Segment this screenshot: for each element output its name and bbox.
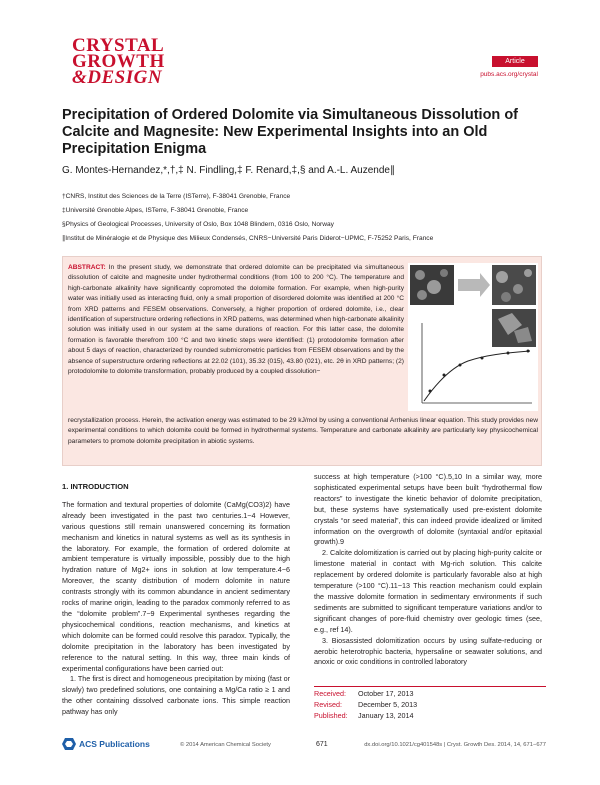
copyright-notice: © 2014 American Chemical Society	[180, 742, 271, 748]
affiliation-2: ‡Université Grenoble Alpes, ISTerre, F-38041 Grenoble, France	[62, 207, 249, 214]
acs-publications-logo[interactable]	[62, 738, 150, 750]
journal-logo	[72, 35, 222, 88]
publisher-name: ACS Publications	[79, 739, 150, 749]
abstract-part-2: recrystallization process. Herein, the activation energy was estimated to be 29 kJ/mol by using a conventional Arrhenius linear equation. This study provides new experimental conditions to which dolomite could be formed in hydrothermal systems. Temperature and carbonate alkalinity are particularly key physicochemical parameters to promote dolomite precipitation in abiotic systems.	[68, 417, 538, 445]
journal-url[interactable]: pubs.acs.org/crystal	[480, 71, 538, 78]
affiliation-4: ∥Institut de Minéralogie et de Physique des Milieux Condensés, CNRS−Université Paris Diderot−UPMC, F-75252 Paris, France	[62, 235, 434, 242]
acs-hexagon-icon	[62, 738, 76, 750]
abstract-box	[62, 256, 542, 466]
affiliations	[62, 190, 552, 246]
logo-line-design: &DESIGN	[72, 67, 163, 88]
affiliation-1: †CNRS, Institut des Sciences de la Terre (ISTerre), F-38041 Grenoble, France	[62, 193, 291, 200]
right-paragraph-3: 3. Biosassisted dolomitization occurs by using sulfate-reducing or aerobic heterotrophic bacteria, hypersaline or seawater solutions, and anoxic or oxic conditions in controlled laboratory	[314, 635, 542, 667]
left-column	[62, 482, 290, 718]
page-footer	[62, 738, 546, 752]
date-row-revised: Revised: December 5, 2013	[314, 700, 418, 709]
abstract-part-1: In the present study, we demonstrate that ordered dolomite can be precipitated via simultaneous dissolution of calcite and magnesite under hydrothermal conditions (from 100 to 200 °C). The temperature and high-carbonate alkalinity have significantly copromoted the dolomite formation. For example, when high-purity water was initially used as interacting fluid, only a small proportion of disordered dolomite was identified at 200 °C from XRD patterns and FESEM observations. Conversely, a higher proportion of ordered dolomite, i.e., clear identification of superstructure ordering reflections in XRD patterns, was determined when high-carbonate alkalinity solution was initially used in our system at the same durations of reaction. For this latter case, the dolomite formation is favorable therefrom 100 °C and two kinetic steps were identified: (1) protodolomite formation after about 5 days of reaction, characterized by rounded submicrometric particles from FESEM observations and by the absence of superstructure ordering reflections at 22.02 (101), 35.32 (015), 43.80 (021), etc. 2θ in XRD patterns; (2) protodolomite to dolomite transformation, probably produced by a coupled dissolution−	[68, 264, 404, 376]
author-list: G. Montes-Hernandez,*,†,‡ N. Findling,‡ F. Renard,‡,§ and A.-L. Auzende∥	[62, 165, 395, 176]
section-heading-introduction: 1. INTRODUCTION	[62, 482, 129, 491]
dates-divider	[314, 686, 546, 687]
logo-line-crystal: CRYSTAL	[72, 35, 165, 56]
right-paragraph-1: success at high temperature (>100 °C).5,10 In a similar way, more sophisticated experimental setups have been built “hydrothermal flow reactors” to investigate the kinetic behavior of dolomite precipitation, but, these systems have systematically used pre-existent dolomite crystals “or seed material”, this can indeed provide idealized or limited information on the overgrowth of dolomite (syntaxial and/or epitaxial growth).9	[314, 472, 542, 547]
date-row-published: Published: January 13, 2014	[314, 711, 414, 720]
publication-dates	[314, 688, 546, 721]
intro-paragraph-2: 1. The first is direct and homogeneous precipitation by mixing (fast or slowly) two predefined solutions, one containing a Mg/Ca ratio ≥ 1 and the other containing dissolved carbonate ions. This simple reaction pathway has only	[62, 674, 290, 717]
abstract-label: ABSTRACT:	[68, 264, 106, 271]
article-badge: Article	[492, 56, 538, 67]
right-paragraph-2: 2. Calcite dolomitization is carried out by placing high-purity calcite or limestone material in contact with Mg-rich solution. This calcite replacement by ordered dolomite is particularly favorable also at high temperature (>100 °C).11−13 This reaction mechanism could explain the massive dolomite formation in sedimentary environments if such sediments are submitted to significant temperature variations and/or to significant changes of pore-fluid chemistry over geologic times (see, e.g., ref 14).	[314, 548, 542, 634]
intro-paragraph-1: The formation and textural properties of dolomite (CaMg(CO3)2) have already been investigated in the past two centuries.1−4 However, various questions still remain unanswered concerning its formation mechanism and kinetics in natural systems as well as its synthesis in the laboratory. For example, the formation of ordered dolomite at ambient temperature is virtually impossible, possibly due to the high hydration nature of Mg2+ ions in solution at low temperature.4−6 Moreover, the scanty distribution of modern dolomite in nature contrasts strongly with its common abundance in ancient sedimentary rocks of marine origin, leading to the paradox commonly referred to as the “dolomite problem”.7−9 Experimental syntheses regarding the physicochemical conditions, reaction mechanisms, and kinetics at which dolomite can be formed could resolve this paradox. Typically, the dolomite precipitation in the laboratory has been investigated by reference to the natural setting. In this way, three main kinds of experimental configurations have been carried out:	[62, 499, 290, 673]
doi-citation[interactable]: dx.doi.org/10.1021/cg401548s | Cryst. Growth Des. 2014, 14, 671−677	[364, 742, 546, 748]
affiliation-3: §Physics of Geological Processes, University of Oslo, Box 1048 Blindern, 0316 Oslo, Norway	[62, 221, 334, 228]
date-row-received: Received: October 17, 2013	[314, 689, 414, 698]
paper-title: Precipitation of Ordered Dolomite via Simultaneous Dissolution of Calcite and Magnesite: New Experimental Insights into an Old Precipitation Enigma	[62, 107, 518, 157]
abstract-text-top	[68, 263, 404, 377]
page-number: 671	[316, 741, 328, 748]
right-column	[314, 472, 542, 668]
logo-line-growth: GROWTH	[72, 51, 165, 72]
toc-graphic	[408, 263, 538, 411]
